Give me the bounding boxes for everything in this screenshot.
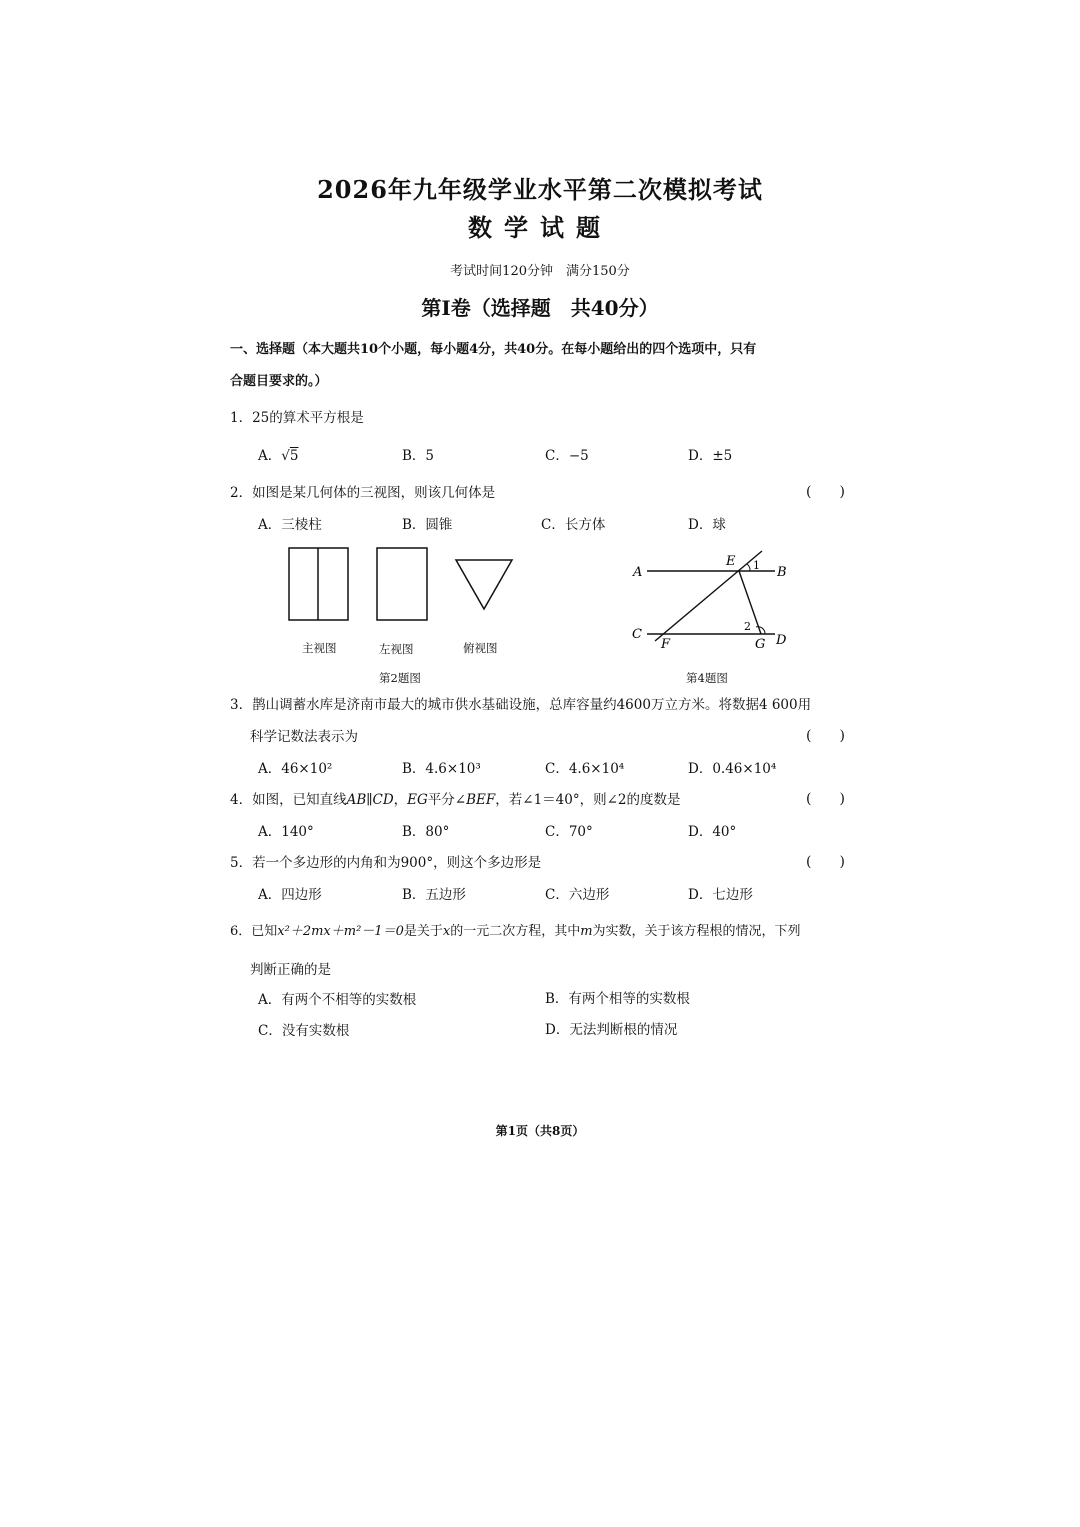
- sqrt-symbol: √: [281, 448, 290, 464]
- q5-option-a: A．四边形: [258, 887, 322, 903]
- q6-post: 为实数，关于该方程根的情况，下列: [592, 924, 801, 939]
- figure4-diagram: [625, 545, 805, 655]
- q3-option-d: D．0.46×10⁴: [688, 761, 777, 777]
- section-instructions-line1: 一、选择题（本大题共10个小题，每小题4分，共40分。在每小题给出的四个选项中，只有: [230, 342, 757, 357]
- q1-stem: 1．25的算术平方根是: [230, 410, 364, 426]
- q2-option-d: D．球: [688, 517, 726, 533]
- left-view-rect: [377, 548, 427, 620]
- q1-option-a-label: A．: [258, 448, 282, 464]
- top-view-triangle: [456, 560, 512, 609]
- section-instructions-line2: 合题目要求的。）: [230, 374, 328, 389]
- front-view-label: 主视图: [302, 641, 337, 655]
- q4-option-c: C．70°: [545, 824, 593, 840]
- q6-mid2: 的一元二次方程，其中: [450, 924, 581, 939]
- q3-stem-line2: 科学记数法表示为: [250, 729, 358, 745]
- exam-info: 考试时间120分钟 满分150分: [450, 264, 630, 279]
- q6-stem: [230, 920, 801, 939]
- q6-mid1: 是关于: [403, 924, 443, 939]
- q4-option-d: D．40°: [688, 824, 737, 840]
- q1-option-c: C．−5: [545, 448, 589, 464]
- q6-option-b: B．有两个相等的实数根: [545, 991, 690, 1007]
- q5-option-c: C．六边形: [545, 887, 610, 903]
- q4-sep: ，: [393, 792, 408, 808]
- q5-option-b: B．五边形: [402, 887, 466, 903]
- three-views-figure: [280, 540, 530, 640]
- q6-pre: 6．已知: [230, 924, 278, 939]
- q4-cond: ，若∠1＝40°，则∠2的度数是: [495, 792, 681, 808]
- label-angle2: 2: [744, 620, 751, 633]
- figure4-caption: 第4题图: [686, 671, 728, 685]
- subject-title: 数学试题: [468, 213, 612, 242]
- q4-bisect: 平分∠: [427, 792, 467, 808]
- q1-option-a: [258, 444, 298, 464]
- q6-stem-line2: 判断正确的是: [250, 962, 331, 978]
- q3-option-a: A．46×10²: [258, 761, 333, 777]
- q3-option-c: C．4.6×10⁴: [545, 761, 625, 777]
- q6-equation: x²＋2mx＋m²－1＝0: [277, 924, 404, 939]
- q2-answer-paren: ( ): [806, 484, 845, 500]
- q1-option-b: B．5: [402, 448, 435, 464]
- figure2-caption: 第2题图: [379, 671, 421, 685]
- q1-option-d: D．±5: [688, 448, 733, 464]
- label-b: B: [777, 565, 787, 580]
- q2-stem: 2．如图是某几何体的三视图，则该几何体是: [230, 485, 496, 501]
- q6-option-c: C．没有实数根: [258, 1023, 350, 1039]
- q4-option-a: A．140°: [258, 824, 314, 840]
- label-e: E: [726, 554, 736, 569]
- q4-cd: CD: [372, 792, 394, 808]
- label-g: G: [755, 637, 766, 652]
- q4-stem-pre: 4．如图，已知直线: [230, 792, 347, 808]
- angle1-arc: [747, 564, 750, 571]
- label-d: D: [776, 633, 787, 648]
- page-number: 第1页（共8页）: [495, 1124, 585, 1138]
- q3-answer-paren: ( ): [806, 728, 845, 744]
- q4-answer-paren: ( ): [806, 791, 845, 807]
- top-view-label: 俯视图: [463, 641, 498, 655]
- q3-option-b: B．4.6×10³: [402, 761, 481, 777]
- label-a: A: [633, 565, 643, 580]
- q4-option-b: B．80°: [402, 824, 450, 840]
- q1-option-a-value: 5: [289, 448, 299, 464]
- q6-var-m: m: [580, 924, 593, 939]
- q4-eg: EG: [407, 792, 428, 808]
- q5-option-d: D．七边形: [688, 887, 753, 903]
- q2-option-c: C．长方体: [541, 517, 606, 533]
- part-title: 第Ⅰ卷（选择题 共40分）: [421, 296, 659, 320]
- q4-stem: [230, 788, 681, 808]
- q2-option-b: B．圆锥: [402, 517, 453, 533]
- q3-stem-line1: 3．鹊山调蓄水库是济南市最大的城市供水基础设施，总库容量约4600万立方米。将数据4 600用: [230, 697, 812, 713]
- parallel-symbol: ∥: [366, 792, 373, 808]
- q6-option-d: D．无法判断根的情况: [545, 1022, 678, 1038]
- label-f: F: [661, 637, 671, 652]
- q6-option-a: A．有两个不相等的实数根: [258, 992, 417, 1008]
- q4-bef: BEF: [466, 792, 496, 808]
- q4-ab: AB: [346, 792, 367, 808]
- q5-stem: 5．若一个多边形的内角和为900°，则这个多边形是: [230, 855, 542, 871]
- label-c: C: [632, 627, 642, 642]
- left-view-label: 左视图: [379, 642, 414, 656]
- exam-title: 2026年九年级学业水平第二次模拟考试: [317, 175, 763, 204]
- label-angle1: 1: [753, 559, 760, 572]
- q6-var-x: x: [442, 924, 451, 939]
- q2-option-a: A．三棱柱: [258, 517, 322, 533]
- q5-answer-paren: ( ): [806, 854, 845, 870]
